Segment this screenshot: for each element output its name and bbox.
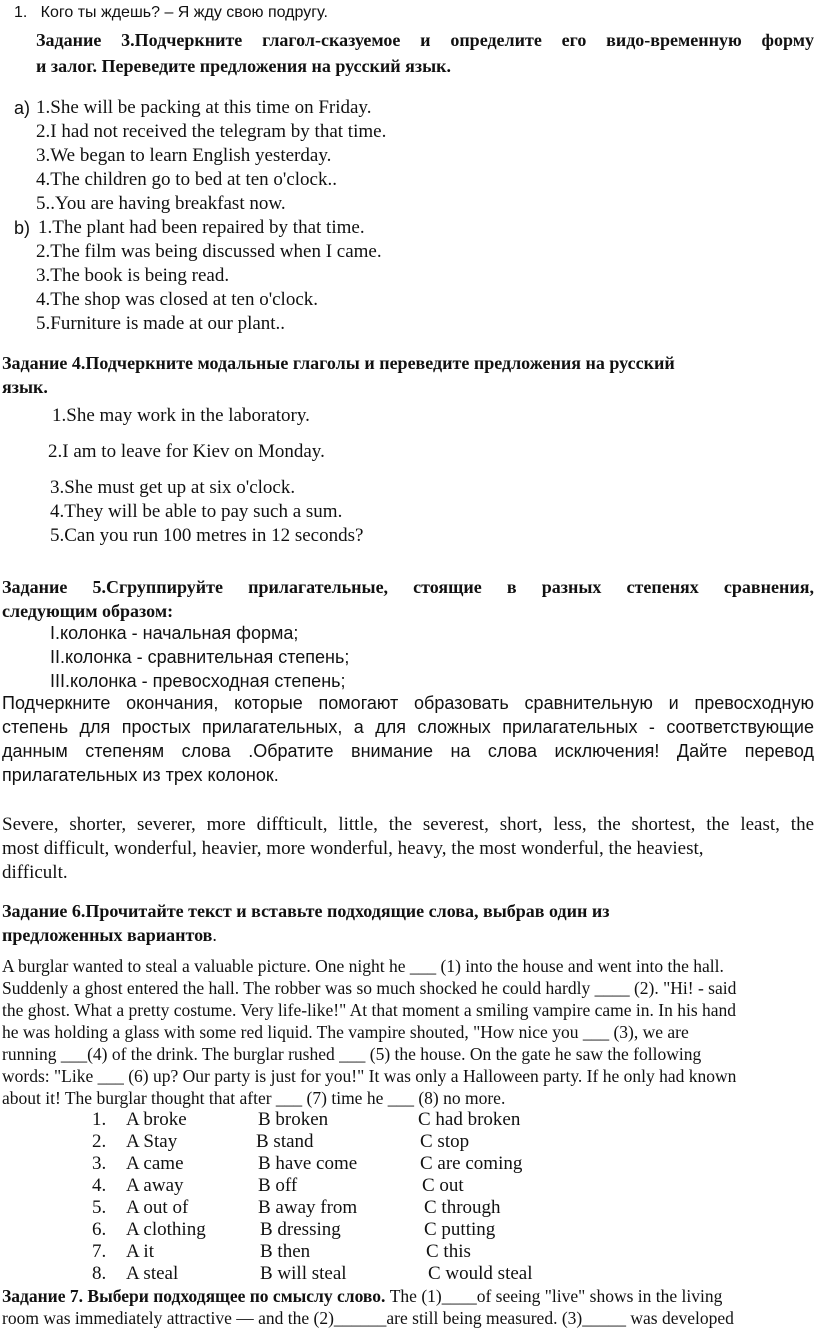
option-number: 3. bbox=[92, 1153, 107, 1174]
task3-title-line1: Задание 3.Подчеркните глагол-сказуемое и определите его видо-временную форму bbox=[36, 30, 814, 50]
task6-text-line4: he was holding a glass with some red liquid. The vampire shouted, "How nice you ___ (3), we are bbox=[2, 1022, 689, 1042]
task6-text-line6: words: "Like ___ (6) up? Our party is just for you!" It was only a Halloween party. If he only had known bbox=[2, 1066, 737, 1086]
option-b: B will steal bbox=[260, 1263, 347, 1284]
task3-a-item-4: 4.The children go to bed at ten o'clock.. bbox=[36, 169, 337, 190]
option-a: A out of bbox=[126, 1197, 189, 1218]
option-number: 2. bbox=[92, 1131, 107, 1152]
task3-b-item-3: 3.The book is being read. bbox=[36, 265, 230, 286]
option-a: A away bbox=[126, 1175, 184, 1196]
task5-title-line2: следующим образом: bbox=[2, 601, 174, 621]
option-a: A Stay bbox=[126, 1131, 178, 1152]
task5-words-line2: most difficult, wonderful, heavier, more wonderful, heavy, the most wonderful, the heaviest, bbox=[2, 838, 704, 859]
task5-column-1: I.колонка - начальная форма; bbox=[50, 623, 299, 643]
option-a: A clothing bbox=[126, 1219, 206, 1240]
task6-text-line5: running ___(4) of the drink. The burglar rushed ___ (5) the house. On the gate he saw the following bbox=[2, 1044, 702, 1064]
task5-paragraph-line3: данным степеням слова .Обратите внимание на слова исключения! Дайте перевод bbox=[2, 741, 814, 761]
task5-paragraph-line2: степень для простых прилагательных, а для сложных прилагательных - соответствующие bbox=[2, 717, 814, 737]
task6-title-line2-tail: . bbox=[212, 925, 217, 945]
task7-title: Задание 7. Выбери подходящее по смыслу слово. bbox=[2, 1286, 386, 1306]
task5-paragraph-line4: прилагательных из трех колонок. bbox=[2, 765, 279, 785]
option-number: 6. bbox=[92, 1219, 107, 1240]
option-number: 1. bbox=[92, 1109, 107, 1130]
task7-line2: room was immediately attractive — and the (2)______are still being measured. (3)_____ was developed bbox=[2, 1308, 734, 1328]
task5-words-line3: difficult. bbox=[2, 862, 68, 883]
task5-paragraph-line1: Подчеркните окончания, которые помогают образовать сравнительную и превосходную bbox=[2, 693, 814, 713]
option-c: C would steal bbox=[428, 1263, 533, 1284]
task7-line1-text: The (1)____of seeing "live" shows in the living bbox=[385, 1286, 723, 1306]
task3-title-line2: и залог. Переведите предложения на русский язык. bbox=[36, 56, 452, 76]
task6-title-line2-bold: предложенных вариантов bbox=[2, 925, 213, 945]
task5-column-2: II.колонка - сравнительная степень; bbox=[50, 647, 350, 667]
group-b-marker: b) bbox=[14, 218, 31, 238]
option-number: 8. bbox=[92, 1263, 107, 1284]
option-b: B have come bbox=[258, 1153, 358, 1174]
task3-a-item-3: 3.We began to learn English yesterday. bbox=[36, 145, 332, 166]
option-number: 7. bbox=[92, 1241, 107, 1262]
task3-b-item-4: 4.The shop was closed at ten o'clock. bbox=[36, 289, 319, 310]
task4-item-4: 4.They will be able to pay such a sum. bbox=[50, 501, 343, 522]
task6-text-line1: A burglar wanted to steal a valuable picture. One night he ___ (1) into the house and went into the hall. bbox=[2, 956, 724, 976]
task6-text-line2: Suddenly a ghost entered the hall. The robber was so much shocked he could hardly ____ (2). "Hi! - said bbox=[2, 978, 737, 998]
task4-item-2: 2.I am to leave for Kiev on Monday. bbox=[48, 441, 325, 462]
option-a: A broke bbox=[126, 1109, 187, 1130]
task3-a-item-1: 1.She will be packing at this time on Friday. bbox=[36, 97, 372, 118]
option-c: C stop bbox=[420, 1131, 470, 1152]
intro-line: 1. Кого ты ждешь? – Я жду свою подругу. bbox=[14, 4, 328, 21]
task5-column-3: III.колонка - превосходная степень; bbox=[50, 671, 346, 691]
task4-item-3: 3.She must get up at six o'clock. bbox=[50, 477, 296, 498]
option-c: C had broken bbox=[418, 1109, 521, 1130]
task4-title-line1: Задание 4.Подчеркните модальные глаголы и переведите предложения на русский bbox=[2, 353, 675, 373]
task6-title-line1: Задание 6.Прочитайте текст и вставьте подходящие слова, выбрав один из bbox=[2, 901, 610, 921]
option-b: B off bbox=[258, 1175, 298, 1196]
task4-item-5: 5.Can you run 100 metres in 12 seconds? bbox=[50, 525, 364, 546]
option-c: C through bbox=[424, 1197, 501, 1218]
option-b: B dressing bbox=[260, 1219, 341, 1240]
task3-b-item-5: 5.Furniture is made at our plant.. bbox=[36, 313, 286, 334]
task3-b-item-1: 1.The plant had been repaired by that time. bbox=[38, 217, 365, 238]
task4-item-1: 1.She may work in the laboratory. bbox=[52, 405, 310, 426]
task5-title-line1: Задание 5.Сгруппируйте прилагательные, стоящие в разных степенях сравнения, bbox=[2, 577, 814, 597]
task4-title-line2: язык. bbox=[2, 377, 48, 397]
option-number: 4. bbox=[92, 1175, 107, 1196]
option-b: B away from bbox=[258, 1197, 358, 1218]
option-c: C out bbox=[422, 1175, 464, 1196]
option-b: B stand bbox=[256, 1131, 314, 1152]
option-c: C this bbox=[426, 1241, 471, 1262]
task3-b-item-2: 2.The film was being discussed when I came. bbox=[36, 241, 382, 262]
option-c: C are coming bbox=[420, 1153, 523, 1174]
task6-text-line3: the ghost. What a pretty costume. Very life-like!" At that moment a smiling vampire came in. In his hand bbox=[2, 1000, 737, 1020]
task6-text-line7: about it! The burglar thought that after ___ (7) time he ___ (8) no more. bbox=[2, 1088, 506, 1108]
option-b: B then bbox=[260, 1241, 311, 1262]
option-b: B broken bbox=[258, 1109, 329, 1130]
task3-a-item-5: 5..You are having breakfast now. bbox=[36, 193, 286, 214]
group-a-marker: a) bbox=[14, 98, 31, 118]
task6-title-line2 bbox=[2, 923, 217, 947]
task3-a-item-2: 2.I had not received the telegram by that time. bbox=[36, 121, 387, 142]
option-a: A came bbox=[126, 1153, 184, 1174]
option-a: A steal bbox=[126, 1263, 179, 1284]
task5-words-line1: Severe, shorter, severer, more diffticult, little, the severest, short, less, the shortest, the least, the bbox=[2, 814, 814, 835]
option-a: A it bbox=[126, 1241, 154, 1262]
option-number: 5. bbox=[92, 1197, 107, 1218]
option-c: C putting bbox=[424, 1219, 496, 1240]
task7-line1 bbox=[2, 1285, 722, 1307]
